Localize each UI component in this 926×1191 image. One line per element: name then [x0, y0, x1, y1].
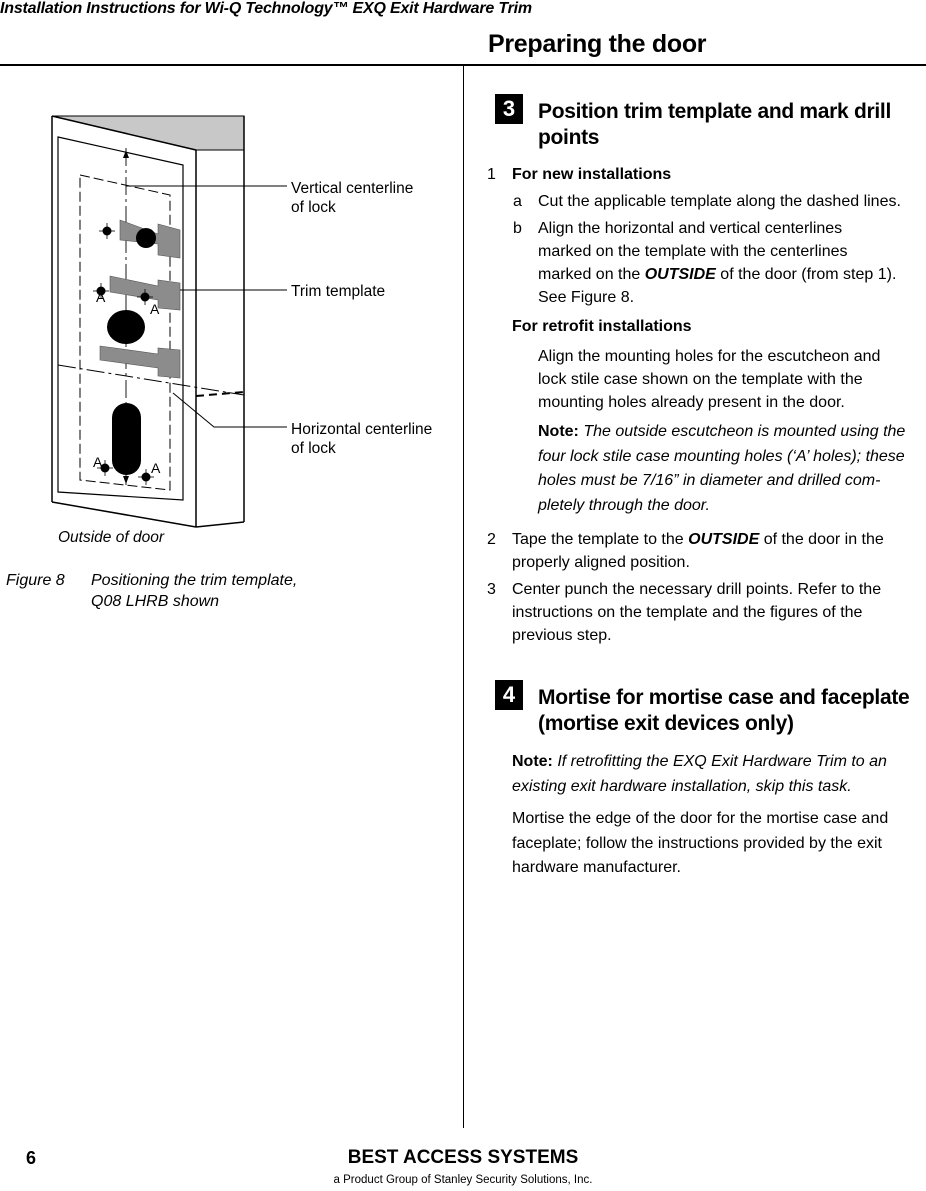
retrofit-text	[538, 345, 880, 414]
company-name: BEST ACCESS SYSTEMS	[347, 1147, 579, 1168]
text-line	[512, 750, 887, 775]
text-line: Center punch the necessary drill points. Refer to the	[512, 581, 882, 598]
note-label: Note:	[538, 423, 579, 440]
text-line: mounting holes already present in the door.	[538, 394, 845, 411]
text-line: previous step.	[512, 627, 612, 644]
text-span: The outside escutcheon is mounted using the	[578, 423, 906, 440]
callout-horizontal-centerline	[291, 420, 432, 458]
text-line: properly aligned position.	[512, 554, 690, 571]
hole-marker-a: A	[93, 454, 103, 470]
callout-trim-template: Trim template	[291, 283, 386, 300]
retrofit-installations-heading: For retrofit installations	[512, 318, 692, 335]
text-span: of the door in the	[759, 531, 884, 548]
text-line	[538, 263, 896, 286]
column-divider	[463, 66, 464, 1128]
figure-caption-text	[91, 570, 297, 612]
callout-line: Vertical centerline	[291, 180, 414, 197]
text-line: Align the mounting holes for the escutcheon and	[538, 348, 881, 365]
step-text: Cut the applicable template along the dashed lines.	[538, 193, 901, 210]
list-letter: a	[513, 193, 522, 210]
step-text	[512, 807, 888, 881]
document-title: Installation Instructions for Wi-Q Technology™ EXQ Exit Hardware Trim	[0, 0, 532, 17]
text-line	[538, 420, 905, 445]
step-title-line: points	[538, 126, 600, 149]
text-line: instructions on the template and the figures of the	[512, 604, 863, 621]
text-line: holes must be 7/16” in diameter and drilled com-	[538, 472, 881, 489]
step-title	[538, 99, 891, 151]
text-line: Mortise the edge of the door for the mortise case and	[512, 810, 889, 827]
hole-marker-a: A	[96, 289, 106, 305]
note-label: Note:	[512, 753, 553, 770]
text-line: existing exit hardware installation, skip this task.	[512, 777, 852, 795]
callout-line: of lock	[291, 440, 336, 457]
list-letter: b	[513, 220, 522, 237]
caption-line: Q08 LHRB shown	[91, 593, 220, 610]
text-line: See Figure 8.	[538, 289, 635, 306]
callout-vertical-centerline	[291, 179, 413, 217]
text-line: Align the horizontal and vertical centerlines	[538, 220, 843, 237]
list-number: 3	[487, 581, 496, 598]
callout-outside-of-door: Outside of door	[58, 529, 164, 546]
note	[538, 420, 905, 518]
trim-template-illustration	[40, 105, 460, 545]
step-title-line: (mortise exit devices only)	[538, 712, 794, 735]
callout-line: Horizontal centerline	[291, 421, 433, 438]
text-line: four lock stile case mounting holes (‘A’ holes); these	[538, 447, 905, 465]
step-text	[538, 217, 896, 309]
emphasis-outside: OUTSIDE	[688, 531, 760, 548]
company-subtitle: a Product Group of Stanley Security Solutions, Inc.	[333, 1174, 593, 1186]
step-text	[512, 578, 881, 647]
text-line: pletely through the door.	[538, 496, 710, 514]
emphasis-outside: OUTSIDE	[644, 266, 716, 283]
step-number-badge: 3	[495, 94, 523, 124]
page-number: 6	[26, 1148, 37, 1168]
text-span: If retrofitting the EXQ Exit Hardware Trim to an	[552, 753, 887, 770]
caption-line: Positioning the trim template,	[91, 572, 298, 589]
callout-line: of lock	[291, 199, 336, 216]
list-number: 1	[487, 166, 496, 183]
step-title-line: Mortise for mortise case and faceplate	[538, 686, 910, 709]
new-installations-heading: For new installations	[512, 166, 672, 183]
text-span: marked on the	[538, 266, 645, 283]
step-text	[512, 528, 884, 574]
text-line: lock stile case shown on the template with the	[538, 371, 863, 388]
step-number-badge: 4	[495, 680, 523, 710]
step-title-line: Position trim template and mark drill	[538, 100, 891, 123]
list-number: 2	[487, 531, 496, 548]
text-span: Tape the template to the	[512, 531, 689, 548]
text-span: of the door (from step 1).	[715, 266, 897, 283]
figure-caption-label: Figure 8	[6, 572, 65, 589]
hole-marker-a: A	[150, 301, 160, 317]
note	[512, 750, 887, 799]
hole-marker-a: A	[151, 460, 161, 476]
section-title: Preparing the door	[488, 30, 707, 58]
text-line: marked on the template with the centerlines	[538, 243, 848, 260]
text-line	[512, 528, 884, 551]
text-line: faceplate; follow the instructions provided by the exit	[512, 834, 882, 852]
text-line: hardware manufacturer.	[512, 859, 681, 876]
step-title	[538, 685, 909, 737]
